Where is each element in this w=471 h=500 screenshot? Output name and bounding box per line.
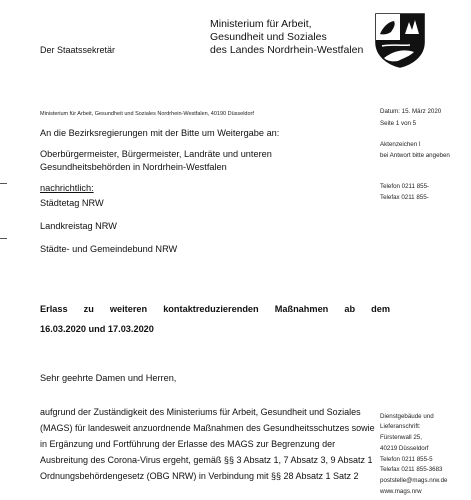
- sender-title: Der Staatssekretär: [40, 45, 116, 55]
- office-address-line: Dienstgebäude und: [380, 413, 434, 420]
- cc-label: nachrichtlich:: [40, 183, 94, 193]
- subject-word: ab: [344, 304, 356, 314]
- cc-recipient: Landkreistag NRW: [40, 221, 117, 231]
- reference-hint: bei Antwort bitte angeben: [380, 152, 450, 159]
- office-address-line: 40219 Düsseldorf: [380, 445, 429, 452]
- office-address-line: Lieferanschrift:: [380, 423, 421, 430]
- cc-recipient: Städte- und Gemeindebund NRW: [40, 244, 178, 254]
- office-website-link[interactable]: www.mags.nrw: [380, 488, 422, 495]
- recipient-line: Oberbürgermeister, Bürgermeister, Landräte und unteren: [40, 149, 272, 159]
- nrw-coat-of-arms-icon: [374, 12, 426, 68]
- body-paragraph: aufgrund der Zuständigkeit des Ministeriums für Arbeit, Gesundheit und Soziales (MAGS) für landesweit anzuordnende Maßnahmen des Gesundheitsschutzes sowie in Ergänzung und Fortführung der Erlasse des MAGS zur Begrenzung der Ausbreitung des Corona-Virus ergeht, gemäß §§ 3 Absatz 1, 7 Absatz 3, 9 Absatz 1 Ordnungsbehördengesetz (OBG NRW) in Verbindung mit §§ 28 Absatz 1 Satz 2: [40, 407, 375, 481]
- ministry-name-line: des Landes Nordrhein-Westfalen: [210, 44, 364, 56]
- reference-label: Aktenzeichen I: [380, 141, 421, 148]
- subject-line-2: 16.03.2020 und 17.03.2020: [40, 324, 154, 334]
- office-address-line: Telefon 0211 855-5: [380, 456, 433, 463]
- subject-heading: [40, 299, 390, 339]
- subject-word: weiteren: [109, 304, 148, 314]
- telefon-field: Telefon 0211 855-: [380, 183, 430, 190]
- salutation: Sehr geehrte Damen und Herren,: [40, 373, 177, 383]
- office-address-line: Fürstenwall 25,: [380, 434, 422, 441]
- subject-word: Erlass: [40, 304, 68, 314]
- page-indicator: Seite 1 von 5: [380, 120, 417, 127]
- subject-word: zu: [83, 304, 94, 314]
- fold-mark: [0, 238, 7, 239]
- subject-word: kontaktreduzierenden: [163, 304, 259, 314]
- return-address: Ministerium für Arbeit, Gesundheit und Soziales Nordrhein-Westfalen, 40190 Düsseldorf: [40, 111, 254, 117]
- fold-mark: [0, 183, 7, 184]
- subject-word: Maßnahmen: [274, 304, 329, 314]
- ministry-name-line: Ministerium für Arbeit,: [210, 18, 312, 30]
- office-address-line: Telefax 0211 855-3683: [380, 466, 443, 473]
- date-field: Datum: 15. März 2020: [380, 108, 442, 115]
- cc-recipient: Städtetag NRW: [40, 198, 104, 208]
- recipient-line: An die Bezirksregierungen mit der Bitte um Weitergabe an:: [40, 128, 280, 138]
- telefax-field: Telefax 0211 855-: [380, 194, 429, 201]
- office-email-link[interactable]: poststelle@mags.nrw.de: [380, 477, 448, 484]
- subject-word: dem: [371, 304, 390, 314]
- ministry-name-line: Gesundheit und Soziales: [210, 31, 327, 43]
- recipient-line: Gesundheitsbehörden in Nordrhein-Westfalen: [40, 162, 227, 172]
